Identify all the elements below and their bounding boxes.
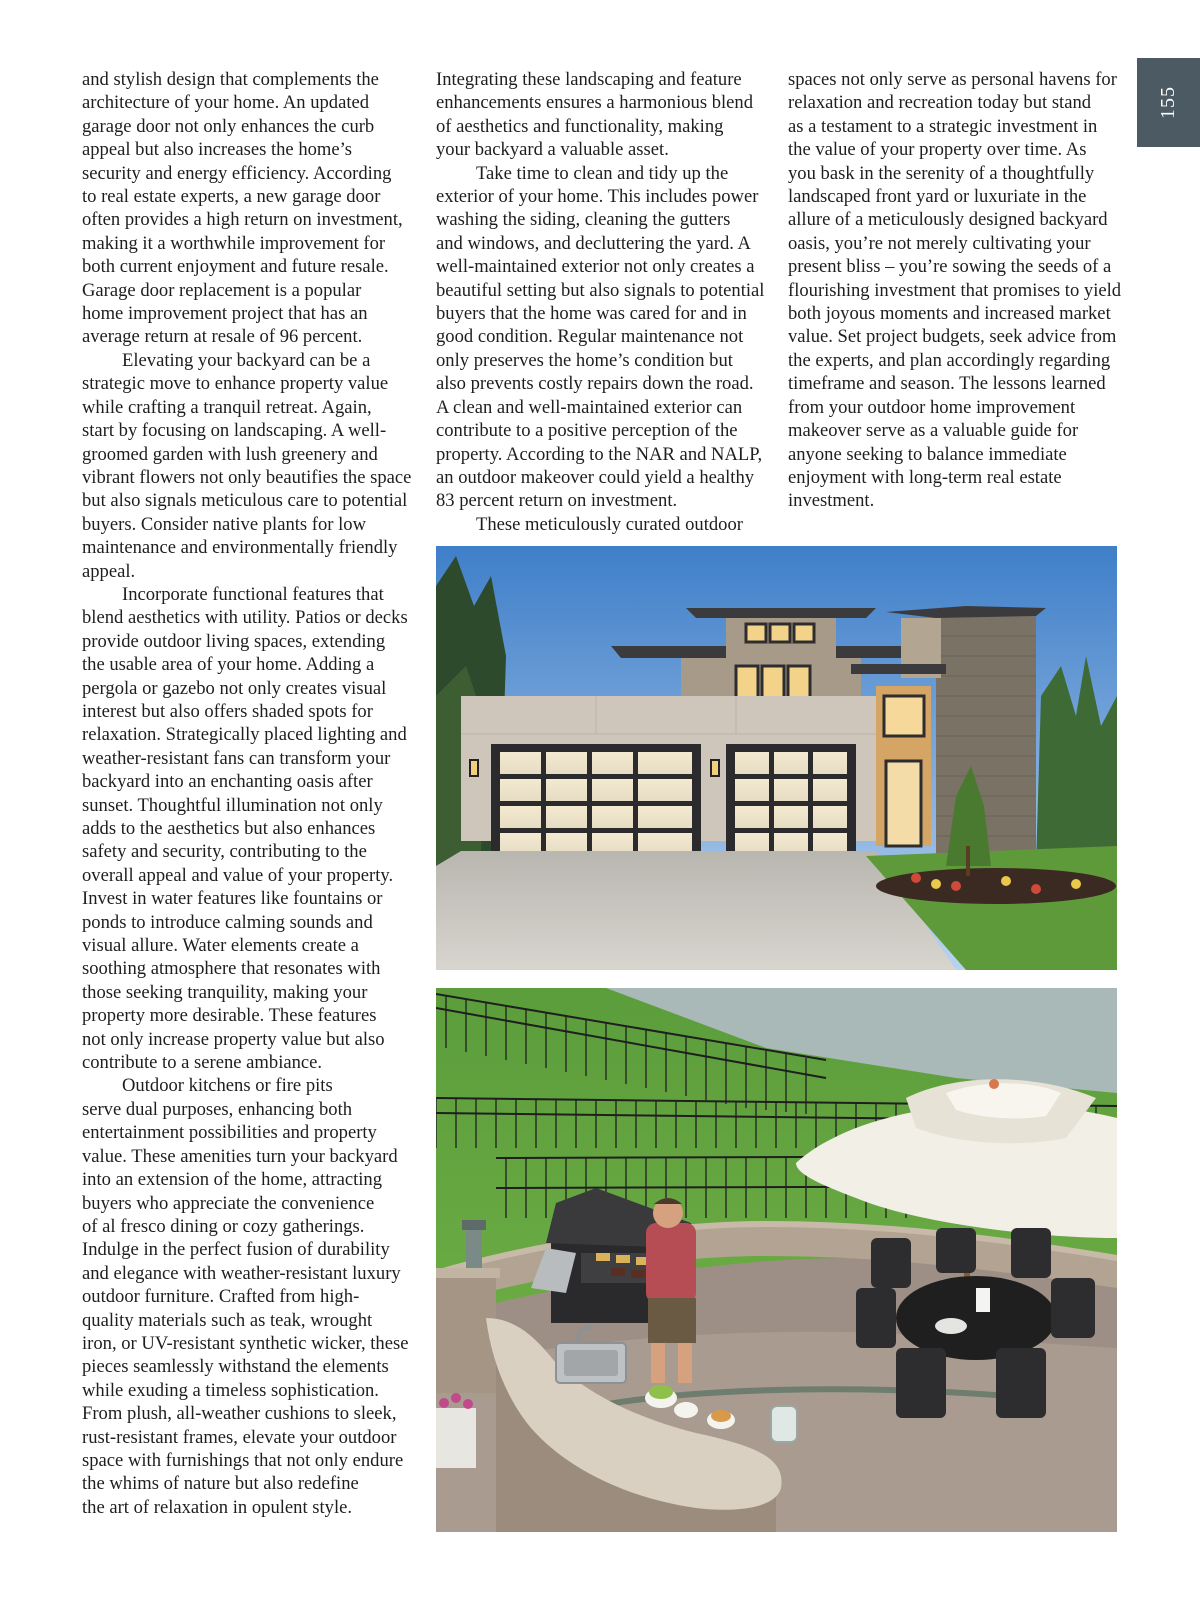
page-number: 155 — [1157, 86, 1179, 119]
backyard-patio-photo — [436, 988, 1117, 1532]
text-column-2 — [436, 68, 774, 536]
paragraph: spaces not only serve as personal havens for relaxation and recreation today but stand as a testament to a strategic investment in the value of your property over time. As you bask in the serenity of a thoughtfully landscaped front yard or luxuriate in the allure of a meticulously designed backyard oasis, you’re not merely cultivating your present bliss – you’re sowing the seeds of a flourishing investment that promises to yield both joyous moments and increased market value. Set project budgets, seek advice from the experts, and plan accordingly regarding timeframe and season. The lessons learned from your outdoor home improvement makeover serve as a valuable guide for anyone seeking to balance immediate enjoyment with long-term real estate investment. — [788, 69, 1122, 512]
paragraph: and stylish design that complements the architecture of your home. An updated garage door not only enhances the curb appeal but also increases the home’s security and energy efficiency. According to real estate experts, a new garage door often provides a high return on investment, making it a worthwhile improvement for both current enjoyment and future resale. Garage door replacement is a popular home improvement project that has an average return at resale of 96 percent. — [82, 69, 403, 348]
paragraph: Outdoor kitchens or fire pits serve dual purposes, enhancing both entertainment possibilities and property value. These amenities turn your backyard into an extension of the home, attracting buyers who appreciate the convenience of al fresco dining or cozy gatherings. Indulge in the perfect fusion of durability and elegance with weather-resistant luxury outdoor furniture. Crafted from high- quality materials such as teak, wrought iron, or UV-resistant synthetic wicker, these pieces seamlessly withstand the elements while exuding a timeless sophistication. From plush, all-weather cushions to sleek, rust-resistant frames, elevate your outdoor space with furnishings that not only endure the whims of nature but also redefine the art of relaxation in opulent style. — [82, 1075, 409, 1518]
paragraph: Take time to clean and tidy up the exterior of your home. This includes power washing the siding, cleaning the gutters and windows, and decluttering the yard. A well-maintained exterior not only creates a beautiful setting but also signals to potential buyers that the home was cared for and in good condition. Regular maintenance not only preserves the home’s condition but also prevents costly repairs down the road. A clean and well-maintained exterior can contribute to a positive perception of the property. According to the NAR and NALP, an outdoor makeover could yield a healthy 83 percent return on investment. — [436, 162, 765, 512]
page-number-tab — [1137, 58, 1200, 147]
house-garage-photo — [436, 546, 1117, 970]
paragraph: Incorporate functional features that blend aesthetics with utility. Patios or decks provide outdoor living spaces, extending the usable area of your home. Adding a pergola or gazebo not only creates visual interest but also offers shaded spots for relaxation. Strategically placed lighting and weather-resistant fans can transform your backyard into an enchanting oasis after sunset. Thoughtful illumination not only adds to the aesthetics but also enhances safety and security, contributing to the overall appeal and value of your property. Invest in water features like fountains or ponds to introduce calming sounds and visual allure. Water elements create a soothing atmosphere that resonates with those seeking tranquility, making your property more desirable. These features not only increase property value but also contribute to a serene ambiance. — [82, 583, 408, 1074]
text-column-3 — [788, 68, 1126, 513]
paragraph: Integrating these landscaping and feature enhancements ensures a harmonious blend of aesthetics and functionality, making your backyard a valuable asset. — [436, 69, 754, 161]
text-column-1 — [82, 68, 420, 1519]
paragraph: Elevating your backyard can be a strategic move to enhance property value while crafting a tranquil retreat. Again, start by focusing on landscaping. A well- groomed garden with lush greenery and vibrant flowers not only beautifies the space but also signals meticulous care to potential buyers. Consider native plants for low maintenance and environmentally friendly appeal. — [82, 349, 412, 582]
paragraph: These meticulously curated outdoor — [476, 513, 743, 535]
